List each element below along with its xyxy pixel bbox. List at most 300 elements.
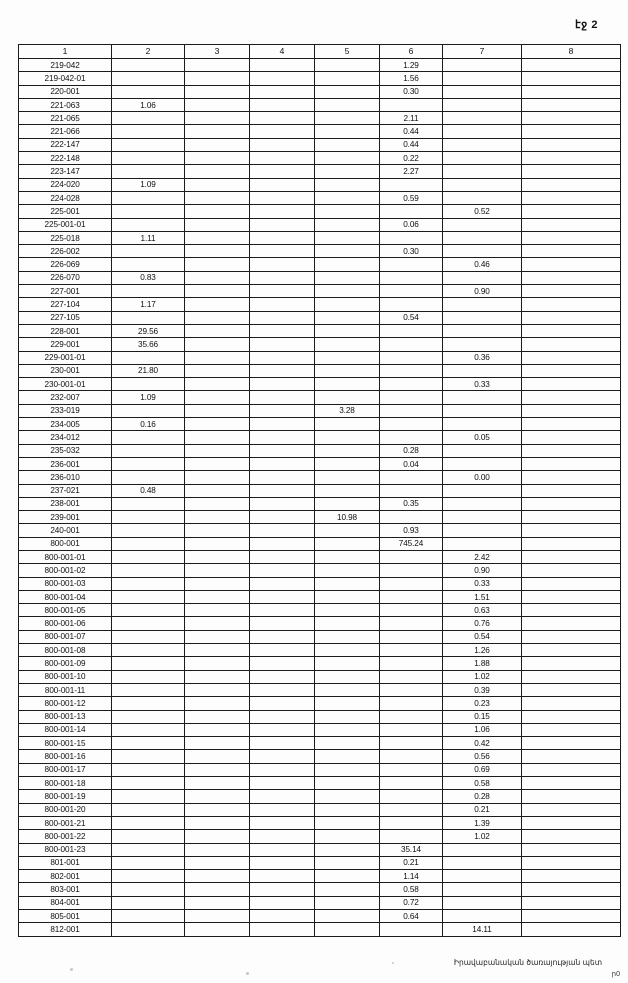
row-code-cell: 234-005 — [19, 418, 112, 431]
row-value-cell: 0.33 — [443, 378, 522, 391]
row-value-cell — [185, 830, 250, 843]
row-code-cell: 225-001 — [19, 205, 112, 218]
row-value-cell — [112, 803, 185, 816]
row-value-cell — [522, 856, 621, 869]
row-value-cell — [185, 590, 250, 603]
row-value-cell — [380, 737, 443, 750]
row-code-cell: 222-147 — [19, 138, 112, 151]
row-value-cell — [250, 617, 315, 630]
row-value-cell — [250, 803, 315, 816]
row-value-cell — [443, 843, 522, 856]
row-value-cell — [185, 524, 250, 537]
row-value-cell — [380, 790, 443, 803]
row-code-cell: 800-001-08 — [19, 644, 112, 657]
row-value-cell — [315, 138, 380, 151]
scan-speck — [70, 968, 73, 971]
row-value-cell — [315, 191, 380, 204]
row-value-cell — [522, 364, 621, 377]
table-row — [19, 710, 621, 723]
row-value-cell — [112, 843, 185, 856]
row-value-cell: 0.72 — [380, 896, 443, 909]
row-value-cell — [250, 152, 315, 165]
row-value-cell: 14.11 — [443, 923, 522, 936]
row-value-cell — [443, 418, 522, 431]
row-value-cell — [185, 285, 250, 298]
row-value-cell — [380, 351, 443, 364]
table-row — [19, 564, 621, 577]
row-value-cell — [443, 444, 522, 457]
row-code-cell: 219-042-01 — [19, 72, 112, 85]
row-value-cell — [443, 338, 522, 351]
row-value-cell — [443, 883, 522, 896]
row-value-cell — [522, 152, 621, 165]
row-value-cell — [185, 644, 250, 657]
row-value-cell — [250, 364, 315, 377]
row-value-cell — [112, 537, 185, 550]
row-value-cell — [250, 391, 315, 404]
row-value-cell: 0.54 — [380, 311, 443, 324]
row-value-cell — [250, 178, 315, 191]
row-value-cell — [315, 763, 380, 776]
row-value-cell — [522, 59, 621, 72]
row-value-cell — [522, 710, 621, 723]
row-value-cell — [380, 644, 443, 657]
row-value-cell — [185, 178, 250, 191]
row-value-cell — [380, 630, 443, 643]
row-value-cell — [185, 670, 250, 683]
row-value-cell — [315, 112, 380, 125]
row-value-cell — [250, 737, 315, 750]
table-row — [19, 843, 621, 856]
row-value-cell — [443, 72, 522, 85]
row-value-cell: 0.36 — [443, 351, 522, 364]
row-value-cell — [522, 218, 621, 231]
row-code-cell: 812-001 — [19, 923, 112, 936]
row-value-cell — [380, 271, 443, 284]
row-value-cell — [522, 657, 621, 670]
row-value-cell: 2.42 — [443, 550, 522, 563]
row-value-cell — [250, 777, 315, 790]
row-value-cell: 0.06 — [380, 218, 443, 231]
row-value-cell — [315, 803, 380, 816]
row-value-cell — [522, 418, 621, 431]
table-row — [19, 484, 621, 497]
row-value-cell: 0.48 — [112, 484, 185, 497]
row-code-cell: 800-001 — [19, 537, 112, 550]
table-row — [19, 617, 621, 630]
row-value-cell — [522, 258, 621, 271]
row-value-cell — [185, 910, 250, 923]
row-value-cell — [185, 205, 250, 218]
row-code-cell: 233-019 — [19, 404, 112, 417]
row-value-cell — [380, 816, 443, 829]
row-value-cell — [380, 564, 443, 577]
row-value-cell — [185, 816, 250, 829]
row-value-cell — [185, 710, 250, 723]
row-value-cell — [250, 644, 315, 657]
row-value-cell — [112, 524, 185, 537]
data-table-container — [18, 44, 612, 937]
row-value-cell: 0.52 — [443, 205, 522, 218]
row-value-cell — [112, 72, 185, 85]
row-value-cell — [380, 338, 443, 351]
table-row — [19, 471, 621, 484]
row-value-cell — [522, 550, 621, 563]
row-value-cell: 0.59 — [380, 191, 443, 204]
row-value-cell — [522, 285, 621, 298]
row-value-cell — [522, 378, 621, 391]
table-header-row — [19, 45, 621, 59]
row-value-cell — [380, 670, 443, 683]
row-value-cell — [315, 577, 380, 590]
row-value-cell — [250, 471, 315, 484]
row-value-cell — [185, 550, 250, 563]
row-value-cell — [112, 550, 185, 563]
row-value-cell — [112, 457, 185, 470]
row-value-cell — [185, 697, 250, 710]
row-value-cell: 29.56 — [112, 324, 185, 337]
table-row — [19, 285, 621, 298]
row-value-cell — [112, 404, 185, 417]
row-value-cell: 0.05 — [443, 431, 522, 444]
row-value-cell — [185, 431, 250, 444]
row-value-cell — [443, 218, 522, 231]
row-value-cell — [522, 830, 621, 843]
row-value-cell — [250, 683, 315, 696]
row-value-cell — [380, 550, 443, 563]
row-value-cell — [522, 564, 621, 577]
table-row — [19, 364, 621, 377]
row-value-cell — [315, 351, 380, 364]
row-value-cell — [522, 777, 621, 790]
row-value-cell — [185, 471, 250, 484]
row-value-cell — [522, 896, 621, 909]
row-value-cell — [315, 218, 380, 231]
row-value-cell — [250, 923, 315, 936]
row-value-cell: 35.14 — [380, 843, 443, 856]
row-value-cell — [315, 258, 380, 271]
row-value-cell — [185, 152, 250, 165]
row-value-cell — [443, 178, 522, 191]
row-value-cell — [380, 484, 443, 497]
row-code-cell: 800-001-07 — [19, 630, 112, 643]
row-value-cell — [522, 511, 621, 524]
row-code-cell: 220-001 — [19, 85, 112, 98]
row-value-cell: 0.16 — [112, 418, 185, 431]
row-value-cell — [443, 231, 522, 244]
row-value-cell — [380, 710, 443, 723]
row-value-cell — [185, 444, 250, 457]
row-value-cell — [522, 524, 621, 537]
row-value-cell — [380, 803, 443, 816]
row-value-cell — [522, 125, 621, 138]
row-value-cell — [185, 391, 250, 404]
row-value-cell — [380, 590, 443, 603]
row-value-cell — [112, 311, 185, 324]
row-value-cell — [315, 896, 380, 909]
row-value-cell — [250, 418, 315, 431]
row-code-cell: 227-104 — [19, 298, 112, 311]
row-value-cell — [315, 457, 380, 470]
row-code-cell: 230-001 — [19, 364, 112, 377]
row-value-cell — [443, 511, 522, 524]
row-code-cell: 800-001-04 — [19, 590, 112, 603]
row-value-cell — [315, 870, 380, 883]
row-value-cell — [112, 191, 185, 204]
row-code-cell: 800-001-10 — [19, 670, 112, 683]
table-row — [19, 311, 621, 324]
row-value-cell — [185, 338, 250, 351]
row-value-cell: 1.09 — [112, 391, 185, 404]
row-value-cell — [112, 351, 185, 364]
row-value-cell: 0.42 — [443, 737, 522, 750]
row-value-cell — [443, 391, 522, 404]
column-header: 7 — [443, 45, 522, 59]
table-row — [19, 125, 621, 138]
row-value-cell — [315, 364, 380, 377]
table-row — [19, 138, 621, 151]
row-value-cell — [250, 856, 315, 869]
row-code-cell: 234-012 — [19, 431, 112, 444]
row-value-cell — [522, 763, 621, 776]
row-code-cell: 219-042 — [19, 59, 112, 72]
row-value-cell — [522, 85, 621, 98]
row-value-cell — [522, 803, 621, 816]
row-value-cell — [315, 683, 380, 696]
row-code-cell: 227-001 — [19, 285, 112, 298]
row-value-cell — [443, 125, 522, 138]
row-value-cell — [380, 830, 443, 843]
table-row — [19, 112, 621, 125]
row-code-cell: 800-001-12 — [19, 697, 112, 710]
table-row — [19, 59, 621, 72]
row-value-cell — [112, 790, 185, 803]
row-value-cell — [522, 444, 621, 457]
table-row — [19, 830, 621, 843]
footer-mark: ր0 — [611, 971, 620, 978]
row-code-cell: 225-018 — [19, 231, 112, 244]
row-value-cell — [185, 723, 250, 736]
row-value-cell — [380, 604, 443, 617]
row-code-cell: 800-001-17 — [19, 763, 112, 776]
table-row — [19, 697, 621, 710]
row-code-cell: 236-001 — [19, 457, 112, 470]
row-value-cell — [522, 298, 621, 311]
row-value-cell — [250, 85, 315, 98]
row-value-cell — [443, 165, 522, 178]
table-row — [19, 511, 621, 524]
table-row — [19, 777, 621, 790]
row-value-cell — [522, 484, 621, 497]
row-value-cell — [250, 816, 315, 829]
row-value-cell — [185, 777, 250, 790]
row-value-cell — [185, 404, 250, 417]
row-value-cell — [185, 191, 250, 204]
row-value-cell — [112, 830, 185, 843]
page-number-label: էջ 2 — [575, 19, 598, 31]
row-code-cell: 232-007 — [19, 391, 112, 404]
row-value-cell — [250, 883, 315, 896]
row-value-cell — [380, 750, 443, 763]
table-row — [19, 391, 621, 404]
row-value-cell: 0.90 — [443, 564, 522, 577]
row-value-cell — [185, 324, 250, 337]
row-value-cell — [250, 125, 315, 138]
table-row — [19, 537, 621, 550]
row-value-cell — [443, 870, 522, 883]
row-value-cell — [380, 391, 443, 404]
row-value-cell: 3.28 — [315, 404, 380, 417]
row-value-cell — [315, 165, 380, 178]
table-row — [19, 577, 621, 590]
table-row — [19, 338, 621, 351]
row-value-cell — [522, 497, 621, 510]
row-value-cell — [443, 856, 522, 869]
table-row — [19, 803, 621, 816]
row-value-cell — [112, 604, 185, 617]
row-value-cell — [185, 856, 250, 869]
row-value-cell — [315, 564, 380, 577]
row-value-cell: 1.88 — [443, 657, 522, 670]
row-value-cell — [250, 351, 315, 364]
row-value-cell: 0.15 — [443, 710, 522, 723]
row-value-cell — [185, 896, 250, 909]
row-value-cell — [380, 617, 443, 630]
row-value-cell — [380, 777, 443, 790]
row-value-cell — [380, 324, 443, 337]
row-value-cell — [185, 165, 250, 178]
row-code-cell: 221-065 — [19, 112, 112, 125]
row-value-cell — [185, 59, 250, 72]
signature-line: Իրավաբանական ծառայության պետ — [453, 958, 602, 967]
row-value-cell — [250, 484, 315, 497]
row-value-cell — [250, 710, 315, 723]
table-row — [19, 816, 621, 829]
row-value-cell — [522, 790, 621, 803]
row-value-cell — [443, 324, 522, 337]
row-value-cell — [380, 431, 443, 444]
row-value-cell — [522, 670, 621, 683]
row-value-cell — [250, 830, 315, 843]
table-row — [19, 870, 621, 883]
row-value-cell — [315, 378, 380, 391]
row-value-cell: 35.66 — [112, 338, 185, 351]
row-value-cell — [250, 497, 315, 510]
row-value-cell — [522, 271, 621, 284]
row-value-cell — [185, 923, 250, 936]
row-code-cell: 223-147 — [19, 165, 112, 178]
table-row — [19, 178, 621, 191]
row-code-cell: 800-001-05 — [19, 604, 112, 617]
row-value-cell — [112, 856, 185, 869]
row-value-cell — [443, 311, 522, 324]
row-value-cell — [315, 231, 380, 244]
row-value-cell — [443, 112, 522, 125]
row-value-cell — [315, 72, 380, 85]
row-code-cell: 800-001-19 — [19, 790, 112, 803]
row-value-cell — [112, 883, 185, 896]
row-value-cell — [315, 777, 380, 790]
row-value-cell — [522, 231, 621, 244]
row-value-cell — [380, 471, 443, 484]
row-value-cell — [185, 511, 250, 524]
row-value-cell — [315, 644, 380, 657]
row-value-cell — [250, 378, 315, 391]
row-value-cell — [522, 72, 621, 85]
row-value-cell — [522, 816, 621, 829]
row-value-cell — [315, 152, 380, 165]
row-value-cell: 1.11 — [112, 231, 185, 244]
row-value-cell — [380, 231, 443, 244]
row-value-cell: 2.11 — [380, 112, 443, 125]
row-value-cell — [185, 125, 250, 138]
row-value-cell — [380, 378, 443, 391]
row-value-cell — [522, 723, 621, 736]
row-value-cell — [315, 85, 380, 98]
column-header: 5 — [315, 45, 380, 59]
row-value-cell — [443, 245, 522, 258]
column-header: 8 — [522, 45, 621, 59]
row-value-cell: 1.51 — [443, 590, 522, 603]
row-value-cell — [522, 843, 621, 856]
row-value-cell — [250, 231, 315, 244]
row-value-cell — [112, 511, 185, 524]
row-value-cell — [443, 457, 522, 470]
table-row — [19, 245, 621, 258]
row-value-cell — [315, 497, 380, 510]
row-value-cell — [185, 378, 250, 391]
row-value-cell — [185, 457, 250, 470]
row-value-cell — [443, 191, 522, 204]
row-value-cell — [522, 630, 621, 643]
row-value-cell — [443, 484, 522, 497]
row-value-cell — [522, 138, 621, 151]
row-value-cell: 10.98 — [315, 511, 380, 524]
table-row — [19, 683, 621, 696]
row-value-cell — [315, 710, 380, 723]
row-value-cell — [185, 737, 250, 750]
table-row — [19, 883, 621, 896]
row-value-cell — [250, 843, 315, 856]
row-value-cell — [250, 697, 315, 710]
row-value-cell — [315, 697, 380, 710]
scan-speck — [246, 972, 249, 975]
row-code-cell: 239-001 — [19, 511, 112, 524]
column-header: 2 — [112, 45, 185, 59]
row-code-cell: 800-001-21 — [19, 816, 112, 829]
table-row — [19, 418, 621, 431]
row-value-cell — [315, 471, 380, 484]
row-value-cell: 0.30 — [380, 85, 443, 98]
data-table — [18, 44, 621, 937]
row-value-cell — [315, 657, 380, 670]
row-value-cell — [522, 191, 621, 204]
row-value-cell — [185, 231, 250, 244]
table-row — [19, 258, 621, 271]
row-code-cell: 800-001-13 — [19, 710, 112, 723]
row-code-cell: 222-148 — [19, 152, 112, 165]
row-value-cell — [112, 431, 185, 444]
row-value-cell — [112, 125, 185, 138]
table-row — [19, 205, 621, 218]
row-value-cell — [315, 444, 380, 457]
row-value-cell — [522, 205, 621, 218]
row-value-cell — [250, 896, 315, 909]
row-value-cell — [250, 311, 315, 324]
row-value-cell — [522, 577, 621, 590]
row-value-cell — [112, 910, 185, 923]
row-value-cell — [522, 431, 621, 444]
